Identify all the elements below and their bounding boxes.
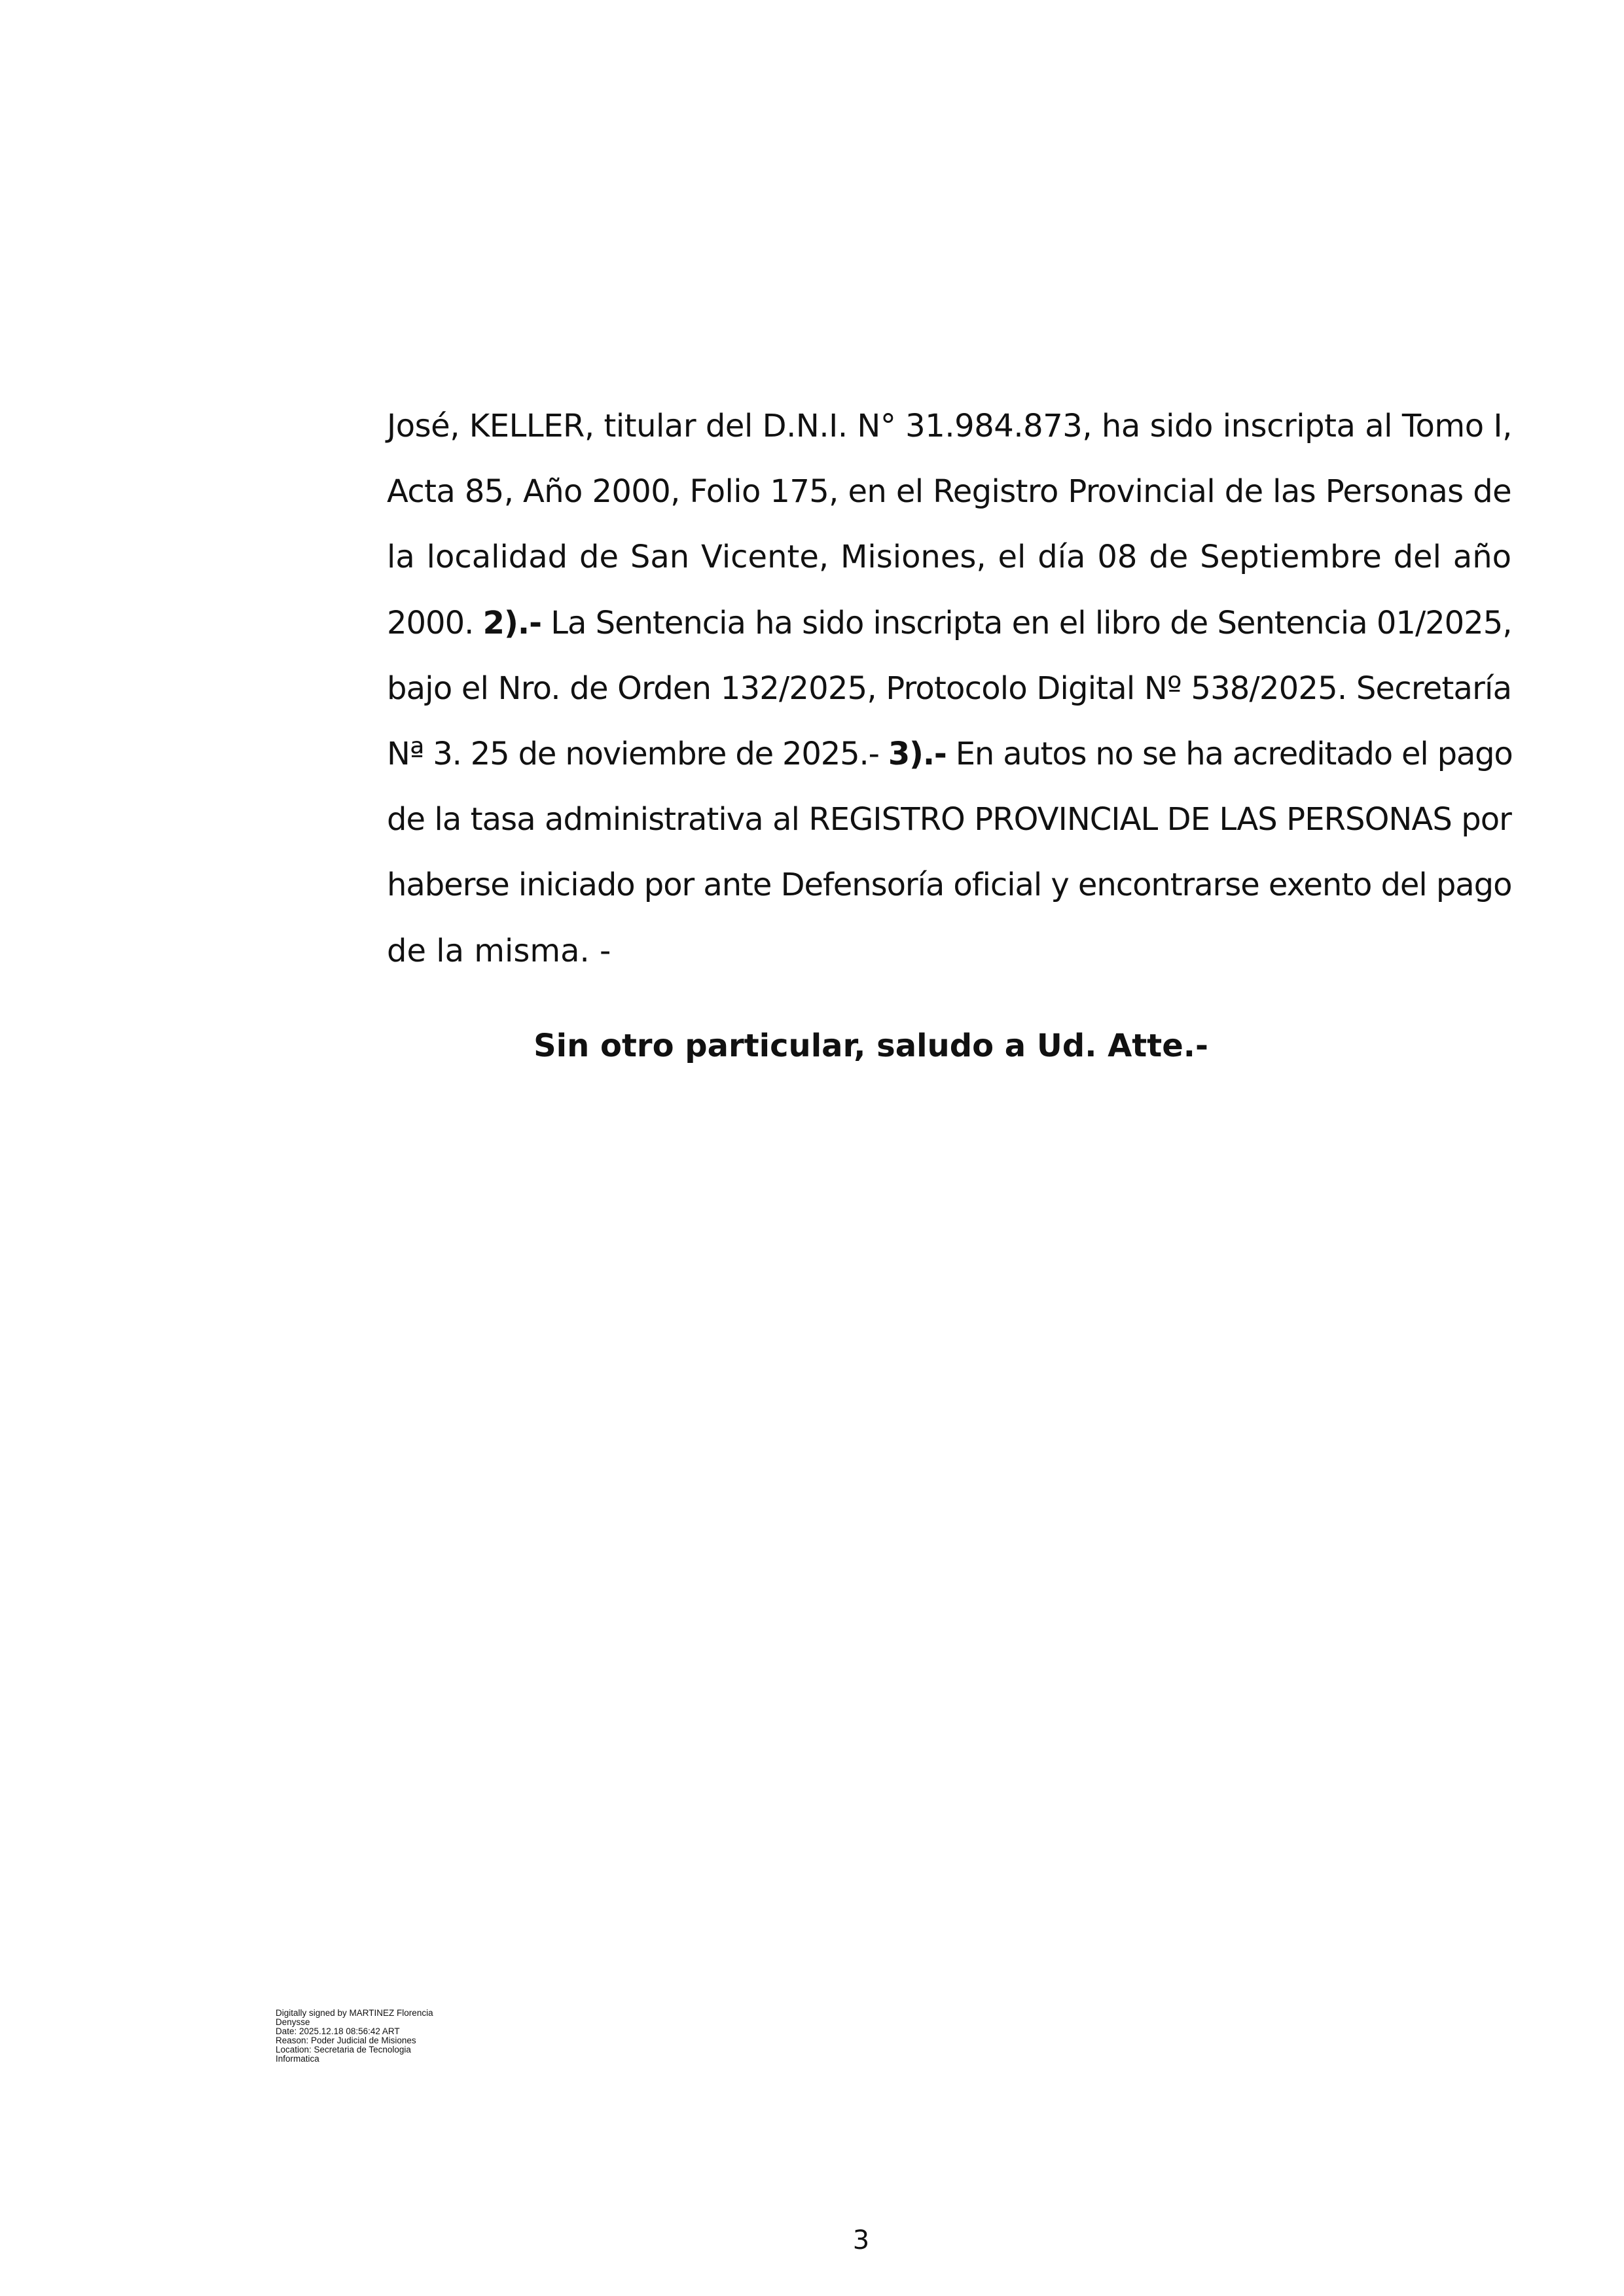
body-line: bajo el Nro. de Orden 132/2025, Protocolo Digital Nº 538/2025. Secretaría <box>387 670 1512 707</box>
signature-line: Digitally signed by MARTINEZ Florencia <box>276 2008 433 2018</box>
body-line: la localidad de San Vicente, Misiones, el día 08 de Septiembre del año <box>387 539 1511 576</box>
body-line: José, KELLER, titular del D.N.I. N° 31.984.873, ha sido inscripta al Tomo I, <box>387 408 1512 444</box>
item-number-3: 3).- <box>888 736 947 773</box>
body-line: de la misma. - <box>387 932 611 969</box>
page-number: 3 <box>852 2225 870 2255</box>
body-text-segment: 2000. <box>387 604 483 641</box>
signature-line: Date: 2025.12.18 08:56:42 ART <box>276 2026 400 2036</box>
body-line <box>387 590 1511 656</box>
body-text-segment: En autos no se ha acreditado el pago <box>946 736 1513 773</box>
body-text-segment: Nª 3. 25 de noviembre de 2025.- <box>387 736 888 773</box>
closing-salutation: Sin otro particular, saludo a Ud. Atte.- <box>533 1028 1208 1064</box>
signature-line: Location: Secretaria de Tecnologia <box>276 2045 411 2054</box>
body-text-segment: La Sentencia ha sido inscripta en el libro de Sentencia 01/2025, <box>541 604 1512 641</box>
body-paragraph <box>387 393 1511 984</box>
body-line: de la tasa administrativa al REGISTRO PROVINCIAL DE LAS PERSONAS por <box>387 801 1511 838</box>
signature-line: Informatica <box>276 2054 319 2064</box>
signature-line: Reason: Poder Judicial de Misiones <box>276 2036 416 2045</box>
body-line: Acta 85, Año 2000, Folio 175, en el Registro Provincial de las Personas de <box>387 473 1512 511</box>
body-line <box>387 721 1511 787</box>
body-line: haberse iniciado por ante Defensoría oficial y encontrarse exento del pago <box>387 867 1512 904</box>
digital-signature-block <box>276 2009 433 2064</box>
signature-line: Denysse <box>276 2017 310 2027</box>
item-number-2: 2).- <box>482 604 542 641</box>
